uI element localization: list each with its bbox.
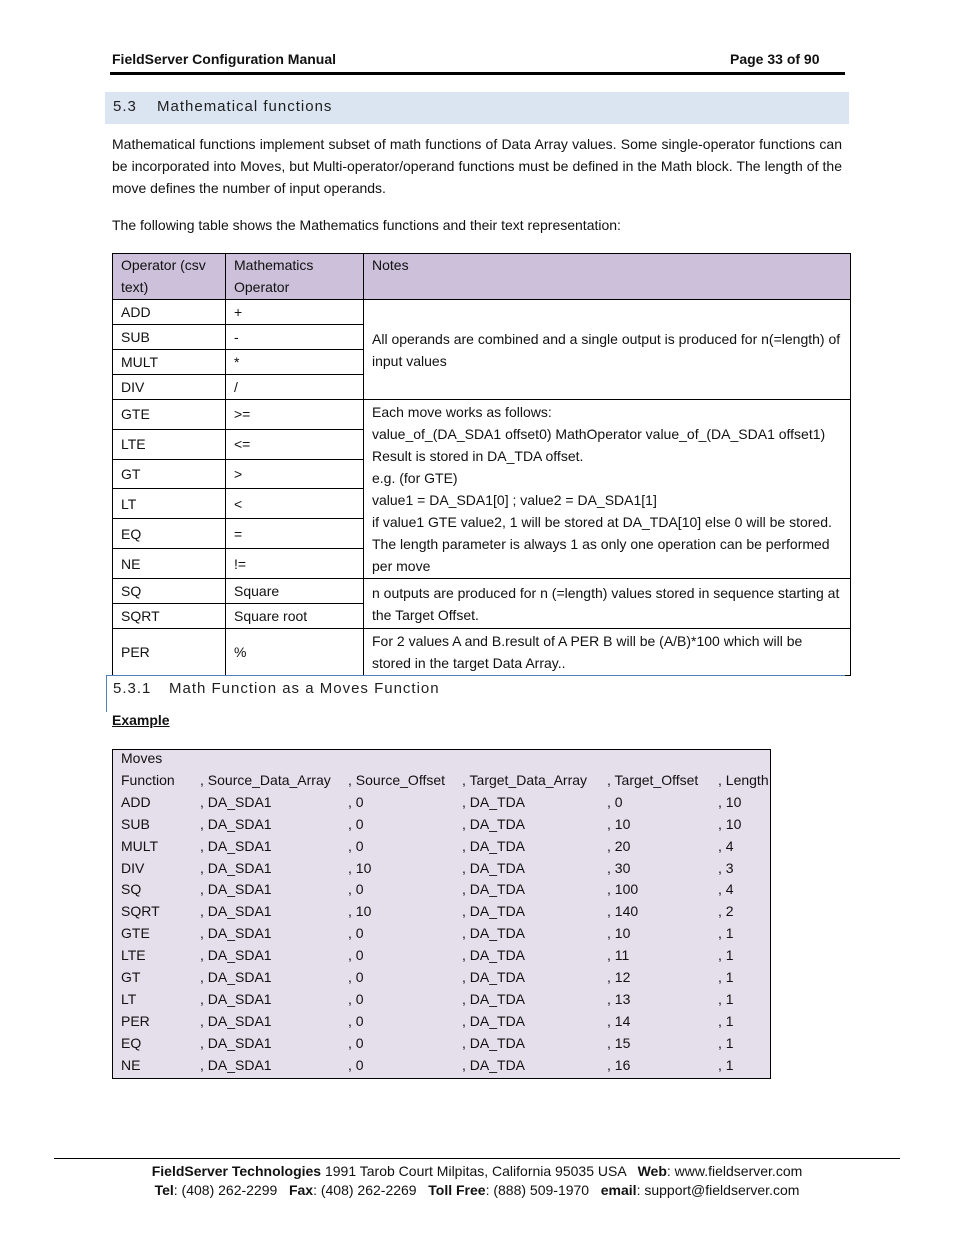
footer-fax-label: Fax xyxy=(288,1182,314,1198)
moves-cell: , 1 xyxy=(718,925,734,942)
moves-cell: NE xyxy=(121,1056,141,1073)
table-row xyxy=(117,923,782,945)
op-symbol: >= xyxy=(226,400,364,430)
moves-cell: , DA_SDA1 xyxy=(200,925,272,942)
moves-cell: , 16 xyxy=(607,1056,631,1073)
op-name: GT xyxy=(113,459,226,489)
moves-cell: MULT xyxy=(121,837,159,854)
moves-cell: , 0 xyxy=(348,881,364,898)
moves-cell: , 11 xyxy=(607,947,630,964)
moves-cell: GTE xyxy=(121,925,150,942)
moves-cell: , 10 xyxy=(607,925,631,942)
moves-cell: , DA_TDA xyxy=(462,859,526,876)
footer-tollfree-label: Toll Free xyxy=(428,1182,486,1198)
op-name: LT xyxy=(113,489,226,519)
moves-cell: , 10 xyxy=(348,859,372,876)
moves-cell: , 10 xyxy=(348,903,372,920)
op-name: EQ xyxy=(113,519,226,549)
footer-email[interactable]: : support@fieldserver.com xyxy=(636,1182,800,1198)
moves-cell: , DA_SDA1 xyxy=(200,793,272,810)
header-rule xyxy=(110,72,845,75)
moves-cell: , 0 xyxy=(348,793,364,810)
op-name: SUB xyxy=(113,325,226,350)
moves-cell: , DA_SDA1 xyxy=(200,815,272,832)
table-row xyxy=(117,879,782,901)
moves-cell: , 0 xyxy=(348,837,364,854)
footer-tel: : (408) 262-2299 xyxy=(173,1182,289,1198)
moves-cell: , DA_TDA xyxy=(462,815,526,832)
table-row xyxy=(117,858,782,880)
moves-caption: Moves xyxy=(121,750,163,766)
op-name: ADD xyxy=(113,300,226,325)
op-name: MULT xyxy=(113,350,226,375)
footer-fax: : (408) 262-2269 xyxy=(313,1182,429,1198)
op-symbol: / xyxy=(226,375,364,400)
moves-cell: , 0 xyxy=(348,1056,364,1073)
table-row xyxy=(117,814,782,836)
op-symbol: != xyxy=(226,549,364,579)
moves-cell: , 0 xyxy=(348,1012,364,1029)
moves-cell: SQRT xyxy=(121,903,160,920)
intro-paragraph: Mathematical functions implement subset of math functions of Data Array values. Some single-operator functions can be incorporated into Moves, but Multi-operator/operand functions must be defined in the Math block. The length of the move defines the number of input operands. xyxy=(112,136,842,196)
subsection-heading xyxy=(113,680,440,697)
moves-cell: , DA_SDA1 xyxy=(200,859,272,876)
footer-web-label: Web xyxy=(637,1163,667,1179)
note-line: if value1 GTE value2, 1 will be stored at DA_TDA[10] else 0 will be stored. xyxy=(372,514,832,530)
footer-company: FieldServer Technologies xyxy=(151,1163,322,1179)
moves-cell: , 14 xyxy=(607,1012,631,1029)
table-row xyxy=(117,1055,782,1077)
section-number: 5.3 xyxy=(113,98,137,115)
moves-header-row xyxy=(117,770,782,792)
moves-cell: GT xyxy=(121,969,141,986)
table-row xyxy=(117,1033,782,1055)
section-title: Mathematical functions xyxy=(157,98,333,115)
moves-cell: , DA_TDA xyxy=(462,903,526,920)
moves-cell: , 1 xyxy=(718,1012,734,1029)
footer-tel-label: Tel xyxy=(154,1182,174,1198)
subsection-title: Math Function as a Moves Function xyxy=(169,680,440,697)
note-line: Result is stored in DA_TDA offset. xyxy=(372,448,584,464)
op-symbol: Square root xyxy=(226,604,364,629)
moves-cell: , 10 xyxy=(718,815,742,832)
moves-cell: , 0 xyxy=(348,1034,364,1051)
note-line: e.g. (for GTE) xyxy=(372,470,458,486)
moves-cell: , DA_SDA1 xyxy=(200,947,272,964)
moves-header: Function xyxy=(121,771,175,788)
table-row xyxy=(117,792,782,814)
moves-cell: DIV xyxy=(121,859,145,876)
moves-cell: SUB xyxy=(121,815,150,832)
moves-cell: EQ xyxy=(121,1034,142,1051)
moves-header: , Target_Data_Array xyxy=(462,771,588,788)
header-operator: Operator (csv text) xyxy=(113,254,226,300)
moves-cell: , 0 xyxy=(348,815,364,832)
moves-cell: , 3 xyxy=(718,859,734,876)
moves-cell: , DA_SDA1 xyxy=(200,1012,272,1029)
moves-cell: , 1 xyxy=(718,969,734,986)
moves-cell: , 4 xyxy=(718,837,734,854)
moves-cell: , DA_SDA1 xyxy=(200,1056,272,1073)
moves-cell: , 30 xyxy=(607,859,631,876)
moves-example-table xyxy=(117,748,782,1077)
moves-cell: , 1 xyxy=(718,1034,734,1051)
moves-header: , Source_Offset xyxy=(348,771,446,788)
moves-cell: , 4 xyxy=(718,881,734,898)
op-name: SQ xyxy=(113,579,226,604)
moves-cell: , 1 xyxy=(718,990,734,1007)
moves-cell: , DA_TDA xyxy=(462,793,526,810)
moves-cell: , 15 xyxy=(607,1034,631,1051)
moves-cell: , 1 xyxy=(718,1056,734,1073)
header-notes: Notes xyxy=(364,254,851,300)
moves-cell: , 0 xyxy=(607,793,623,810)
moves-cell: , DA_SDA1 xyxy=(200,969,272,986)
moves-cell: , 0 xyxy=(348,969,364,986)
footer-line-2 xyxy=(0,1182,954,1198)
note-percent: For 2 values A and B.result of A PER B will be (A/B)*100 which will be stored in the target Data Array.. xyxy=(364,629,851,676)
moves-cell: , 2 xyxy=(718,903,734,920)
moves-cell: , DA_SDA1 xyxy=(200,881,272,898)
moves-header: , Length xyxy=(718,771,769,788)
op-name: GTE xyxy=(113,400,226,430)
note-line: Each move works as follows: xyxy=(372,404,552,420)
footer-line-1 xyxy=(0,1163,954,1179)
op-symbol: % xyxy=(226,629,364,676)
moves-cell: , DA_TDA xyxy=(462,837,526,854)
note-arithmetic: All operands are combined and a single output is produced for n(=length) of input values xyxy=(364,300,851,400)
table-row xyxy=(117,945,782,967)
operators-table xyxy=(112,253,851,676)
moves-cell: PER xyxy=(121,1012,150,1029)
note-line: value_of_(DA_SDA1 offset0) MathOperator value_of_(DA_SDA1 offset1) xyxy=(372,426,826,442)
op-symbol: = xyxy=(226,519,364,549)
moves-cell: LT xyxy=(121,990,137,1007)
table-row xyxy=(117,1011,782,1033)
op-name: NE xyxy=(113,549,226,579)
moves-cell: , DA_TDA xyxy=(462,969,526,986)
moves-cell: , DA_TDA xyxy=(462,1056,526,1073)
moves-cell: , DA_TDA xyxy=(462,1034,526,1051)
op-symbol: < xyxy=(226,489,364,519)
footer-email-label: email xyxy=(600,1182,637,1198)
moves-cell: , 0 xyxy=(348,925,364,942)
op-symbol: > xyxy=(226,459,364,489)
moves-cell: , 13 xyxy=(607,990,631,1007)
moves-cell: , 100 xyxy=(607,881,639,898)
op-name: SQRT xyxy=(113,604,226,629)
moves-cell: , DA_SDA1 xyxy=(200,903,272,920)
table-row xyxy=(117,901,782,923)
moves-header: , Target_Offset xyxy=(607,771,699,788)
moves-cell: , DA_TDA xyxy=(462,1012,526,1029)
op-symbol: * xyxy=(226,350,364,375)
moves-cell: , 20 xyxy=(607,837,631,854)
note-comparison xyxy=(364,400,851,579)
moves-cell: , 12 xyxy=(607,969,631,986)
op-symbol: + xyxy=(226,300,364,325)
moves-cell: SQ xyxy=(121,881,142,898)
op-name: PER xyxy=(113,629,226,676)
example-label: Example xyxy=(112,712,170,728)
moves-cell: , DA_TDA xyxy=(462,925,526,942)
header-math-operator: Mathematics Operator xyxy=(226,254,364,300)
moves-cell: , 10 xyxy=(607,815,631,832)
page-number: Page 33 of 90 xyxy=(730,51,820,67)
note-line: value1 = DA_SDA1[0] ; value2 = DA_SDA1[1] xyxy=(372,492,657,508)
table-row xyxy=(117,836,782,858)
op-symbol: - xyxy=(226,325,364,350)
table-row xyxy=(117,967,782,989)
moves-cell: , 0 xyxy=(348,990,364,1007)
op-symbol: Square xyxy=(226,579,364,604)
moves-cell: , DA_SDA1 xyxy=(200,1034,272,1051)
footer-address: 1991 Tarob Court Milpitas, California 95035 USA xyxy=(321,1163,638,1179)
footer-rule xyxy=(54,1158,900,1159)
moves-cell: , DA_SDA1 xyxy=(200,990,272,1007)
moves-cell: , 0 xyxy=(348,947,364,964)
op-symbol: <= xyxy=(226,429,364,459)
table-row xyxy=(117,989,782,1011)
moves-cell: LTE xyxy=(121,947,146,964)
moves-cell: , 10 xyxy=(718,793,742,810)
header-title: FieldServer Configuration Manual xyxy=(112,51,337,67)
table-intro-paragraph: The following table shows the Mathematics functions and their text representation: xyxy=(112,217,621,233)
footer-web[interactable]: : www.fieldserver.com xyxy=(666,1163,803,1179)
moves-header: , Source_Data_Array xyxy=(200,771,331,788)
moves-cell: , 140 xyxy=(607,903,639,920)
note-square: n outputs are produced for n (=length) values stored in sequence starting at the Target Offset. xyxy=(364,579,851,629)
moves-cell: , DA_TDA xyxy=(462,881,526,898)
op-name: DIV xyxy=(113,375,226,400)
note-line: The length parameter is always 1 as only one operation can be performed per move xyxy=(372,536,830,574)
moves-cell: , DA_TDA xyxy=(462,947,526,964)
moves-cell: , DA_TDA xyxy=(462,990,526,1007)
subsection-number: 5.3.1 xyxy=(113,680,152,697)
moves-cell: ADD xyxy=(121,793,151,810)
section-heading xyxy=(113,98,332,115)
footer-tollfree: : (888) 509-1970 xyxy=(485,1182,601,1198)
moves-cell: , DA_SDA1 xyxy=(200,837,272,854)
op-name: LTE xyxy=(113,429,226,459)
moves-cell: , 1 xyxy=(718,947,734,964)
